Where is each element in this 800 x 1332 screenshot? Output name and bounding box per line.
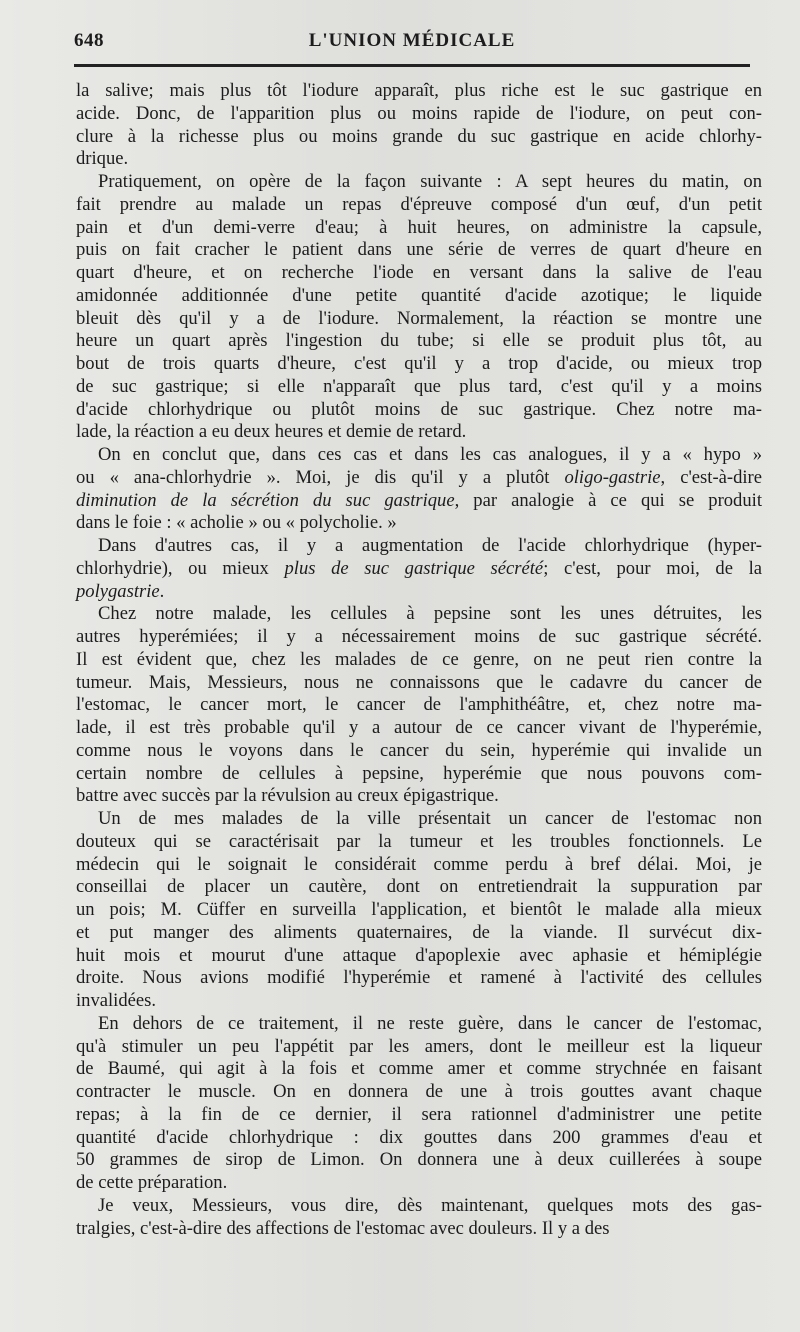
text-line: certain nombre de cellules à pepsine, hyperémie que nous pouvons com- bbox=[76, 762, 762, 784]
text-line: quantité d'acide chlorhydrique : dix gouttes dans 200 grammes d'eau et bbox=[76, 1126, 762, 1148]
text-line: quart d'heure, et on recherche l'iode en versant dans la salive de l'eau bbox=[76, 262, 762, 283]
text-line: conseillai de placer un cautère, dont on entretiendrait la suppuration par bbox=[76, 876, 762, 898]
text-line: autres hyperémiées; il y a nécessairement moins de suc gastrique sécrété. bbox=[76, 626, 762, 647]
text-line: acide. Donc, de l'apparition plus ou moins rapide de l'iodure, on peut con- bbox=[76, 102, 762, 124]
text-line: tumeur. Mais, Messieurs, nous ne connaissons que le cadavre du cancer de bbox=[76, 671, 762, 693]
text-line: huit mois et mourut d'une attaque d'apoplexie avec aphasie et hémiplégie bbox=[76, 944, 762, 966]
text-line: fait prendre au malade un repas d'épreuve composé d'un œuf, d'un petit bbox=[76, 193, 762, 215]
text-line: l'estomac, le cancer mort, le cancer de l'amphithéâtre, et, chez notre ma- bbox=[76, 694, 762, 716]
text-line: chlorhydrie), ou mieux plus de suc gastrique sécrété; c'est, pour moi, de la bbox=[76, 557, 762, 579]
header-rule bbox=[74, 64, 750, 67]
text-line: Dans d'autres cas, il y a augmentation de l'acide chlorhydrique (hyper- bbox=[98, 535, 762, 556]
text-line: pain et d'un demi-verre d'eau; à huit heures, on administre la capsule, bbox=[76, 216, 762, 238]
page-number: 648 bbox=[74, 30, 104, 51]
text-line: contracter le muscle. On en donnera de une à trois gouttes avant chaque bbox=[76, 1081, 762, 1102]
text-line: Il est évident que, chez les malades de ce genre, on ne peut rien contre la bbox=[76, 648, 762, 670]
text-line: et put manger des aliments quaternaires, de la viande. Il survécut dix- bbox=[76, 921, 762, 943]
text-line: d'acide chlorhydrique ou plutôt moins de suc gastrique. Chez notre ma- bbox=[76, 398, 762, 420]
text-line: bout de trois quarts d'heure, c'est qu'il y a trop d'acide, ou mieux trop bbox=[76, 353, 762, 374]
text-line: ou « ana-chlorhydrie ». Moi, je dis qu'il y a plutôt oligo-gastrie, c'est-à-dire bbox=[76, 466, 762, 488]
text-line: Chez notre malade, les cellules à pepsine sont les unes détruites, les bbox=[98, 603, 762, 625]
text-line: battre avec succès par la révulsion au creux épigastrique. bbox=[76, 785, 499, 807]
text-line: clure à la richesse plus ou moins grande du suc gastrique en acide chlorhy- bbox=[76, 125, 762, 147]
text-line: dans le foie : « acholie » ou « polycholie. » bbox=[76, 512, 397, 534]
text-line: invalidées. bbox=[76, 990, 157, 1011]
text-line: douteux qui se caractérisait par la tumeur et les troubles fonctionnels. Le bbox=[76, 830, 762, 852]
text-line: de cette préparation. bbox=[76, 1172, 228, 1193]
text-line: repas; à la fin de ce dernier, il sera rationnel d'administrer une petite bbox=[76, 1103, 762, 1125]
text-line: On en conclut que, dans ces cas et dans les cas analogues, il y a « hypo » bbox=[98, 444, 762, 465]
text-line: En dehors de ce traitement, il ne reste guère, dans le cancer de l'estomac, bbox=[98, 1012, 762, 1034]
text-line: comme nous le voyons dans le cancer du sein, hyperémie qui invalide un bbox=[76, 739, 762, 761]
running-header bbox=[74, 30, 750, 60]
text-line: de Baumé, qui agit à la fois et comme amer et comme strychnée en faisant bbox=[76, 1058, 762, 1080]
text-line: droite. Nous avions modifié l'hyperémie et ramené à l'activité des cellules bbox=[76, 967, 762, 989]
text-line: Je veux, Messieurs, vous dire, dès maintenant, quelques mots des gas- bbox=[98, 1194, 762, 1216]
text-line: un pois; M. Cüffer en surveilla l'application, et bientôt le malade alla mieux bbox=[76, 899, 762, 920]
text-line: diminution de la sécrétion du suc gastrique, par analogie à ce qui se produit bbox=[76, 489, 762, 511]
text-line: médecin qui le soignait le considérait comme perdu à bref délai. Moi, je bbox=[76, 853, 762, 875]
text-line: la salive; mais plus tôt l'iodure apparaît, plus riche est le suc gastrique en bbox=[76, 80, 762, 101]
text-line: Un de mes malades de la ville présentait un cancer de l'estomac non bbox=[98, 808, 762, 829]
journal-title: L'UNION MÉDICALE bbox=[308, 30, 516, 51]
text-line: lade, la réaction a eu deux heures et demie de retard. bbox=[76, 421, 467, 443]
article-body bbox=[76, 80, 762, 1240]
text-line: bleuit dès qu'il y a de l'iodure. Normalement, la réaction se montre une bbox=[76, 307, 762, 329]
text-line: drique. bbox=[76, 148, 129, 170]
text-line: de suc gastrique; si elle n'apparaît que plus tard, c'est qu'il y a moins bbox=[76, 375, 762, 397]
text-line: heure un quart après l'ingestion du tube; si elle se produit plus tôt, au bbox=[76, 330, 762, 352]
text-line: amidonnée additionnée d'une petite quantité d'acide azotique; le liquide bbox=[76, 284, 762, 306]
text-line: 50 grammes de sirop de Limon. On donnera une à deux cuillerées à soupe bbox=[76, 1149, 762, 1171]
text-line: Pratiquement, on opère de la façon suivante : A sept heures du matin, on bbox=[98, 171, 762, 192]
text-line: puis on fait cracher le patient dans une série de verres de quart d'heure en bbox=[76, 239, 762, 261]
text-line: lade, il est très probable qu'il y a autour de ce cancer vivant de l'hyperémie, bbox=[76, 717, 762, 738]
text-line: polygastrie. bbox=[76, 580, 165, 602]
text-line: tralgies, c'est-à-dire des affections de l'estomac avec douleurs. Il y a des bbox=[76, 1217, 610, 1239]
text-line: qu'à stimuler un peu l'appétit par les amers, dont le meilleur est la liqueur bbox=[76, 1035, 762, 1057]
